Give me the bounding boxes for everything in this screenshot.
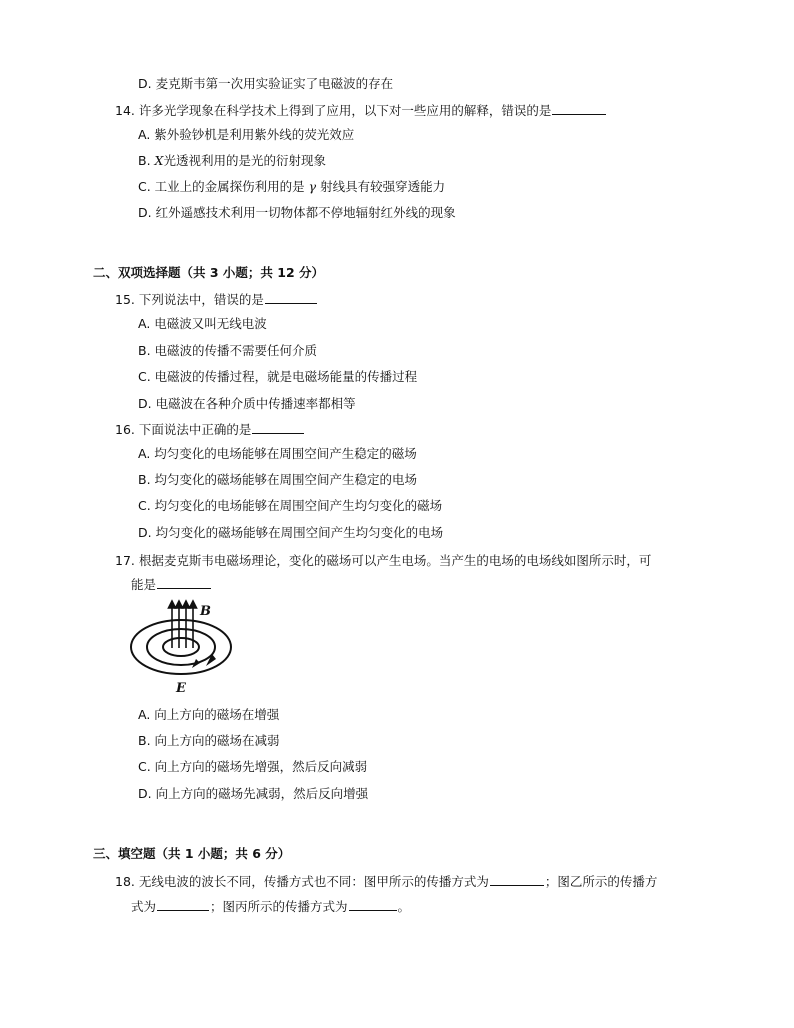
- answer-blank[interactable]: [349, 898, 397, 911]
- q17-option-d: D. 向上方向的磁场先减弱，然后反向增强: [138, 786, 369, 801]
- q15-stem: [115, 291, 318, 309]
- q13-option-d: D. 麦克斯韦第一次用实验证实了电磁波的存在: [138, 76, 394, 91]
- answer-blank[interactable]: [157, 576, 211, 589]
- field-ellipse-middle: [147, 629, 215, 665]
- q14-stem: [115, 102, 607, 120]
- q18-stem-text: 。: [397, 899, 411, 914]
- q18-stem-text: ；图丙所示的传播方式为: [210, 899, 348, 914]
- gamma-symbol: γ: [308, 179, 317, 194]
- q16-option-c: C. 均匀变化的电场能够在周围空间产生均匀变化的磁场: [138, 498, 443, 513]
- label-b: B: [200, 604, 211, 619]
- b-field-arrowhead: [176, 601, 183, 608]
- q16-option-d: D. 均匀变化的磁场能够在周围空间产生均匀变化的电场: [138, 525, 444, 540]
- q17-option-c: C. 向上方向的磁场先增强，然后反向减弱: [138, 759, 368, 774]
- b-field-arrowhead: [169, 601, 176, 608]
- q17-option-b: B. 向上方向的磁场在减弱: [138, 733, 280, 748]
- q16-option-b: B. 均匀变化的磁场能够在周围空间产生稳定的电场: [138, 472, 418, 487]
- q16-stem-text: 16. 下面说法中正确的是: [115, 422, 252, 437]
- q14-option-d: D. 红外遥感技术利用一切物体都不停地辐射红外线的现象: [138, 205, 456, 220]
- q15-option-a: A. 电磁波又叫无线电波: [138, 316, 267, 331]
- q16-option-a: A. 均匀变化的电场能够在周围空间产生稳定的磁场: [138, 446, 417, 461]
- answer-blank[interactable]: [265, 291, 317, 304]
- q14-option-c-text: 射线具有较强穿透能力: [320, 179, 446, 194]
- b-field-arrowhead: [190, 601, 197, 608]
- q15-option-c: C. 电磁波的传播过程，就是电磁场能量的传播过程: [138, 369, 418, 384]
- q18-stem-text: 式为: [131, 899, 157, 914]
- section-2-title: 二、双项选择题（共 3 小题；共 12 分）: [93, 265, 325, 280]
- q17-option-a: A. 向上方向的磁场在增强: [138, 707, 280, 722]
- q15-option-d: D. 电磁波在各种介质中传播速率都相等: [138, 396, 356, 411]
- answer-blank[interactable]: [490, 873, 544, 886]
- x-ray-symbol: X: [154, 153, 164, 168]
- q18-stem-line-1: [115, 873, 657, 891]
- q14-option-b-text: 光透视利用的是光的衍射现象: [163, 153, 326, 168]
- q17-stem-text: 能是: [131, 577, 157, 592]
- electric-field-figure: [128, 598, 238, 696]
- answer-blank[interactable]: [252, 421, 304, 434]
- q15-option-b: B. 电磁波的传播不需要任何介质: [138, 343, 318, 358]
- b-field-arrowhead: [183, 601, 190, 608]
- q15-stem-text: 15. 下列说法中，错误的是: [115, 292, 264, 307]
- answer-blank[interactable]: [552, 102, 606, 115]
- q14-option-b-prefix: B.: [138, 153, 151, 168]
- q17-stem-line-1: 17. 根据麦克斯韦电磁场理论，变化的磁场可以产生电场。当产生的电场的电场线如图所示时，可: [115, 553, 652, 568]
- answer-blank[interactable]: [157, 898, 209, 911]
- q14-stem-text: 14. 许多光学现象在科学技术上得到了应用，以下对一些应用的解释，错误的是: [115, 103, 552, 118]
- magnetic-field-arrows: [169, 601, 197, 648]
- q18-stem-line-2: [131, 898, 410, 916]
- q16-stem: [115, 421, 305, 439]
- section-3-title: 三、填空题（共 1 小题；共 6 分）: [93, 846, 291, 861]
- q14-option-a: A. 紫外验钞机是利用紫外线的荧光效应: [138, 127, 355, 142]
- q18-stem-text: 18. 无线电波的波长不同，传播方式也不同：图甲所示的传播方式为: [115, 874, 489, 889]
- q14-option-c-prefix: C. 工业上的金属探伤利用的是: [138, 179, 305, 194]
- q14-option-c: [138, 178, 445, 196]
- q18-stem-text: ；图乙所示的传播方: [544, 874, 658, 889]
- label-e: E: [176, 681, 186, 696]
- q17-stem-line-2: [131, 576, 212, 594]
- q14-option-b: [138, 152, 326, 170]
